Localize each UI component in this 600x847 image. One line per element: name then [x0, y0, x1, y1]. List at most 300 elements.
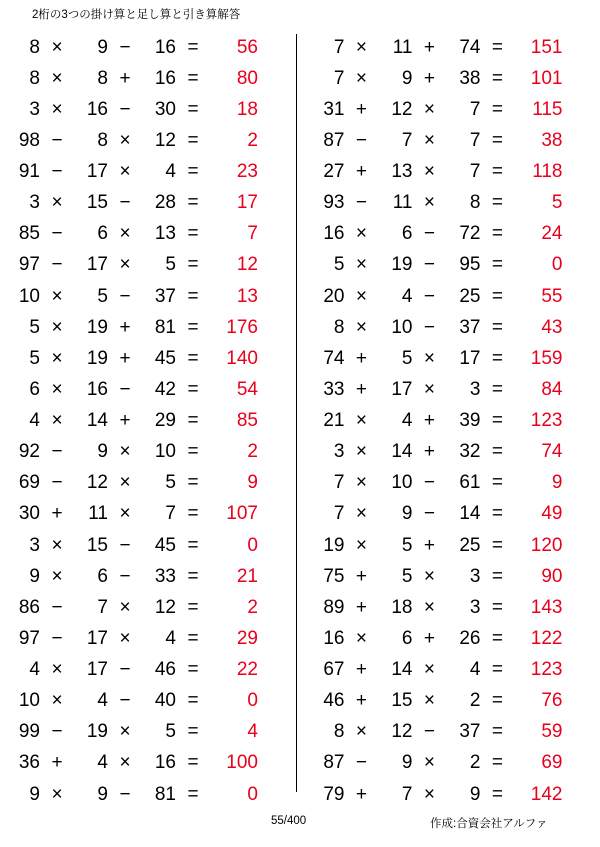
operand-1: 3: [29, 98, 40, 120]
operand-3: 4: [165, 627, 176, 649]
answer: 59: [541, 721, 563, 743]
operand-3: 16: [154, 36, 176, 58]
operator-2: −: [119, 285, 131, 307]
operand-2: 7: [401, 129, 413, 151]
operator-1: −: [51, 596, 63, 618]
operand-2: 11: [88, 503, 108, 525]
operator-2: +: [119, 410, 131, 432]
equals-sign: =: [491, 192, 504, 214]
operand-2: 16: [86, 378, 108, 400]
operator-2: −: [423, 316, 436, 338]
operator-2: ×: [423, 596, 436, 618]
operator-1: +: [355, 161, 368, 183]
equals-sign: =: [187, 316, 199, 338]
operand-1: 89: [323, 596, 345, 618]
answer: 69: [541, 752, 563, 774]
problem-row: [6, 561, 296, 592]
credit-text: 作成:合資会社アルファ: [430, 818, 548, 830]
operator-2: −: [423, 721, 436, 743]
operand-3: 30: [154, 98, 176, 120]
operator-2: ×: [119, 627, 131, 649]
answer: 49: [541, 503, 563, 525]
operator-1: ×: [355, 627, 368, 649]
operand-2: 8: [97, 67, 108, 89]
problem-row: [310, 686, 600, 717]
operand-1: 97: [18, 627, 40, 649]
operator-2: +: [423, 627, 436, 649]
equals-sign: =: [187, 783, 199, 805]
operand-3: 81: [154, 316, 176, 338]
operand-1: 31: [323, 98, 345, 120]
operand-3: 3: [469, 565, 481, 587]
operator-2: −: [119, 690, 131, 712]
operator-2: ×: [423, 565, 436, 587]
equals-sign: =: [187, 410, 199, 432]
operator-1: +: [355, 690, 368, 712]
problem-row: [6, 219, 296, 250]
operand-1: 67: [323, 659, 345, 681]
problem-row: [310, 125, 600, 156]
problem-row: [310, 63, 600, 94]
operator-2: ×: [119, 441, 131, 463]
operand-1: 7: [333, 36, 345, 58]
equals-sign: =: [187, 378, 199, 400]
operator-2: +: [423, 441, 436, 463]
operator-1: −: [51, 721, 63, 743]
answer: 142: [530, 783, 563, 805]
operand-1: 30: [18, 503, 40, 525]
operand-1: 74: [323, 347, 345, 369]
operand-1: 98: [18, 129, 40, 151]
operand-2: 18: [391, 596, 413, 618]
answer: 54: [236, 378, 258, 400]
problem-row: [310, 312, 600, 343]
equals-sign: =: [187, 67, 199, 89]
problem-row: [6, 468, 296, 499]
operand-3: 81: [154, 783, 176, 805]
operand-2: 9: [401, 503, 413, 525]
operand-1: 87: [323, 129, 345, 151]
operator-1: +: [355, 98, 368, 120]
answer: 84: [541, 378, 563, 400]
operand-1: 5: [29, 347, 40, 369]
answer: 38: [541, 129, 563, 151]
operand-2: 6: [97, 565, 108, 587]
problem-row: [6, 32, 296, 63]
operand-1: 91: [18, 161, 40, 183]
operator-1: ×: [51, 192, 63, 214]
operator-1: ×: [355, 67, 368, 89]
equals-sign: =: [491, 98, 504, 120]
operator-2: ×: [423, 378, 436, 400]
equals-sign: =: [491, 223, 504, 245]
answer: 24: [541, 223, 563, 245]
operator-2: ×: [423, 129, 436, 151]
operand-1: 16: [323, 223, 345, 245]
problem-row: [6, 686, 296, 717]
operator-1: −: [51, 627, 63, 649]
operator-2: −: [119, 36, 131, 58]
problem-row: [6, 499, 296, 530]
equals-sign: =: [187, 98, 199, 120]
operand-3: 10: [154, 441, 176, 463]
problem-row: [310, 530, 600, 561]
operand-1: 79: [323, 783, 345, 805]
operator-2: ×: [423, 752, 436, 774]
operator-2: ×: [423, 98, 436, 120]
answer: 2: [247, 441, 258, 463]
answer: 2: [247, 596, 258, 618]
answer: 74: [541, 441, 563, 463]
problem-row: [310, 437, 600, 468]
operator-2: ×: [119, 596, 131, 618]
operand-2: 7: [401, 783, 413, 805]
equals-sign: =: [187, 254, 199, 276]
operand-1: 75: [323, 565, 345, 587]
operator-2: −: [119, 534, 131, 556]
operand-1: 9: [29, 565, 40, 587]
answer: 0: [247, 534, 258, 556]
problem-row: [6, 406, 296, 437]
operand-3: 37: [459, 316, 481, 338]
equals-sign: =: [491, 690, 504, 712]
equals-sign: =: [491, 596, 504, 618]
operator-1: ×: [355, 36, 368, 58]
equals-sign: =: [491, 565, 504, 587]
operand-3: 13: [154, 223, 176, 245]
answer: 2: [247, 129, 258, 151]
operand-3: 61: [459, 472, 481, 494]
equals-sign: =: [187, 36, 199, 58]
operand-3: 74: [459, 36, 481, 58]
operator-1: ×: [51, 690, 63, 712]
answer: 12: [236, 254, 258, 276]
operand-3: 25: [459, 534, 481, 556]
answer: 21: [236, 565, 258, 587]
answer: 115: [532, 98, 563, 120]
operator-1: −: [51, 223, 63, 245]
operator-2: ×: [423, 347, 436, 369]
operand-1: 5: [29, 316, 40, 338]
equals-sign: =: [491, 161, 504, 183]
operand-2: 4: [97, 690, 108, 712]
operator-2: ×: [119, 254, 131, 276]
operand-1: 10: [18, 285, 40, 307]
operator-1: +: [355, 347, 368, 369]
operand-2: 5: [97, 285, 108, 307]
operand-3: 12: [154, 596, 176, 618]
operand-2: 10: [391, 316, 413, 338]
operator-1: ×: [51, 347, 63, 369]
equals-sign: =: [491, 410, 504, 432]
answer: 101: [530, 67, 563, 89]
operator-1: −: [51, 129, 63, 151]
operand-2: 10: [391, 472, 413, 494]
problem-row: [310, 779, 600, 810]
problem-row: [6, 343, 296, 374]
operand-3: 46: [154, 659, 176, 681]
problem-row: [310, 717, 600, 748]
operand-2: 4: [97, 752, 108, 774]
operand-2: 5: [401, 347, 413, 369]
answer: 143: [530, 596, 563, 618]
operand-3: 16: [154, 752, 176, 774]
operator-2: −: [119, 659, 131, 681]
operator-1: −: [51, 254, 63, 276]
operand-2: 17: [86, 627, 108, 649]
operator-2: −: [423, 223, 436, 245]
answer: 0: [247, 783, 258, 805]
operator-2: ×: [119, 752, 131, 774]
operand-3: 14: [459, 503, 481, 525]
operator-1: ×: [51, 316, 63, 338]
problem-row: [310, 374, 600, 405]
operand-3: 72: [459, 223, 481, 245]
answer: 17: [236, 192, 258, 214]
problem-row: [6, 94, 296, 125]
problem-row: [6, 63, 296, 94]
operator-2: +: [423, 67, 436, 89]
equals-sign: =: [187, 441, 199, 463]
operand-2: 6: [401, 223, 413, 245]
operand-2: 11: [392, 36, 413, 58]
operator-2: +: [119, 316, 131, 338]
operator-2: +: [119, 347, 131, 369]
answer: 140: [226, 347, 258, 369]
problem-row: [6, 157, 296, 188]
operand-2: 7: [97, 596, 108, 618]
left-column: [0, 30, 296, 810]
operand-3: 7: [469, 161, 481, 183]
operand-3: 3: [469, 596, 481, 618]
answer: 85: [236, 410, 258, 432]
answer: 100: [226, 752, 258, 774]
operand-1: 5: [333, 254, 345, 276]
problem-row: [310, 592, 600, 623]
operand-2: 14: [86, 410, 108, 432]
equals-sign: =: [187, 129, 199, 151]
equals-sign: =: [187, 285, 199, 307]
operand-1: 16: [323, 627, 345, 649]
operator-1: −: [355, 192, 368, 214]
equals-sign: =: [491, 441, 504, 463]
operand-2: 6: [97, 223, 108, 245]
operand-2: 12: [86, 472, 108, 494]
operand-3: 32: [459, 441, 481, 463]
problem-row: [6, 281, 296, 312]
problem-row: [310, 406, 600, 437]
equals-sign: =: [491, 472, 504, 494]
operand-1: 8: [333, 316, 345, 338]
operand-1: 8: [29, 36, 40, 58]
operand-3: 5: [165, 254, 176, 276]
equals-sign: =: [491, 67, 504, 89]
equals-sign: =: [187, 627, 199, 649]
answer: 29: [236, 627, 258, 649]
operator-1: +: [355, 565, 368, 587]
operand-3: 8: [469, 192, 481, 214]
problem-row: [6, 779, 296, 810]
problem-row: [310, 250, 600, 281]
equals-sign: =: [491, 36, 504, 58]
operator-1: ×: [355, 223, 368, 245]
equals-sign: =: [187, 596, 199, 618]
operand-3: 9: [469, 783, 481, 805]
operand-2: 17: [86, 161, 108, 183]
answer: 4: [247, 721, 258, 743]
operand-1: 46: [323, 690, 345, 712]
problem-row: [6, 312, 296, 343]
operand-2: 9: [401, 752, 413, 774]
problem-row: [6, 437, 296, 468]
operand-1: 20: [323, 285, 345, 307]
answer: 43: [541, 316, 563, 338]
operand-2: 9: [401, 67, 413, 89]
operand-2: 19: [86, 721, 108, 743]
equals-sign: =: [187, 161, 199, 183]
operand-2: 9: [97, 441, 108, 463]
equals-sign: =: [491, 659, 504, 681]
answer: 76: [541, 690, 563, 712]
operand-1: 97: [18, 254, 40, 276]
operand-2: 9: [97, 783, 108, 805]
operand-2: 13: [391, 161, 413, 183]
operand-3: 16: [154, 67, 176, 89]
page-footer: [0, 815, 600, 833]
operand-2: 12: [391, 721, 413, 743]
operand-2: 12: [391, 98, 413, 120]
answer: 0: [247, 690, 258, 712]
operand-2: 4: [401, 410, 413, 432]
equals-sign: =: [187, 192, 199, 214]
problem-row: [310, 655, 600, 686]
operand-2: 19: [391, 254, 413, 276]
equals-sign: =: [187, 721, 199, 743]
equals-sign: =: [491, 721, 504, 743]
equals-sign: =: [187, 503, 199, 525]
operand-2: 8: [97, 129, 108, 151]
answer: 123: [530, 659, 563, 681]
operator-2: −: [423, 285, 436, 307]
answer: 0: [551, 254, 563, 276]
answer: 122: [530, 627, 563, 649]
answer: 159: [530, 347, 563, 369]
answer: 18: [236, 98, 258, 120]
operator-1: +: [51, 752, 63, 774]
operand-3: 7: [165, 503, 176, 525]
operator-2: ×: [423, 690, 436, 712]
operator-1: −: [355, 129, 368, 151]
equals-sign: =: [491, 503, 504, 525]
problem-row: [6, 623, 296, 654]
answer: 5: [551, 192, 563, 214]
answer: 7: [247, 223, 258, 245]
operand-3: 38: [459, 67, 481, 89]
operator-2: −: [423, 503, 436, 525]
equals-sign: =: [187, 347, 199, 369]
operator-1: +: [355, 659, 368, 681]
operator-2: −: [119, 378, 131, 400]
operator-1: +: [51, 503, 63, 525]
operator-2: ×: [119, 472, 131, 494]
operand-2: 14: [391, 659, 413, 681]
problems-sheet: [0, 30, 600, 810]
operand-1: 4: [29, 410, 40, 432]
operand-3: 45: [154, 534, 176, 556]
operand-1: 4: [29, 659, 40, 681]
operator-2: ×: [423, 783, 436, 805]
operator-1: ×: [355, 285, 368, 307]
operator-2: −: [423, 472, 436, 494]
operator-2: ×: [423, 192, 436, 214]
problem-row: [6, 125, 296, 156]
operand-3: 4: [469, 659, 481, 681]
operand-2: 4: [401, 285, 413, 307]
operand-2: 17: [86, 659, 108, 681]
operand-1: 87: [323, 752, 345, 774]
operator-1: −: [51, 161, 63, 183]
operand-1: 36: [18, 752, 40, 774]
equals-sign: =: [187, 690, 199, 712]
operand-1: 69: [18, 472, 40, 494]
operand-2: 15: [86, 192, 108, 214]
equals-sign: =: [187, 565, 199, 587]
operand-3: 39: [459, 410, 481, 432]
operand-3: 28: [154, 192, 176, 214]
operand-1: 92: [18, 441, 40, 463]
answer: 23: [236, 161, 258, 183]
operand-2: 15: [391, 690, 413, 712]
operand-1: 85: [18, 223, 40, 245]
operand-1: 33: [323, 378, 345, 400]
operand-3: 4: [165, 161, 176, 183]
operator-2: −: [119, 565, 131, 587]
problem-row: [6, 188, 296, 219]
answer: 118: [532, 161, 563, 183]
operator-1: ×: [51, 565, 63, 587]
operator-2: ×: [119, 161, 131, 183]
equals-sign: =: [187, 752, 199, 774]
operand-1: 19: [323, 534, 345, 556]
answer: 13: [236, 285, 258, 307]
operator-1: −: [355, 752, 368, 774]
operator-2: +: [423, 534, 436, 556]
equals-sign: =: [491, 627, 504, 649]
operator-2: +: [423, 36, 436, 58]
equals-sign: =: [491, 254, 504, 276]
operand-2: 6: [401, 627, 413, 649]
equals-sign: =: [491, 783, 504, 805]
operand-3: 5: [165, 472, 176, 494]
operand-2: 17: [391, 378, 413, 400]
page-number: 55/400: [271, 815, 307, 827]
operator-1: ×: [51, 378, 63, 400]
operator-2: −: [423, 254, 436, 276]
operand-1: 6: [29, 378, 40, 400]
operator-2: ×: [119, 223, 131, 245]
operand-1: 7: [333, 503, 345, 525]
operand-3: 12: [154, 129, 176, 151]
operator-1: ×: [51, 67, 63, 89]
operator-1: −: [51, 441, 63, 463]
problem-row: [310, 32, 600, 63]
operand-1: 86: [18, 596, 40, 618]
operand-3: 37: [459, 721, 481, 743]
operand-2: 19: [86, 316, 108, 338]
equals-sign: =: [491, 378, 504, 400]
problem-row: [310, 94, 600, 125]
problem-row: [6, 748, 296, 779]
